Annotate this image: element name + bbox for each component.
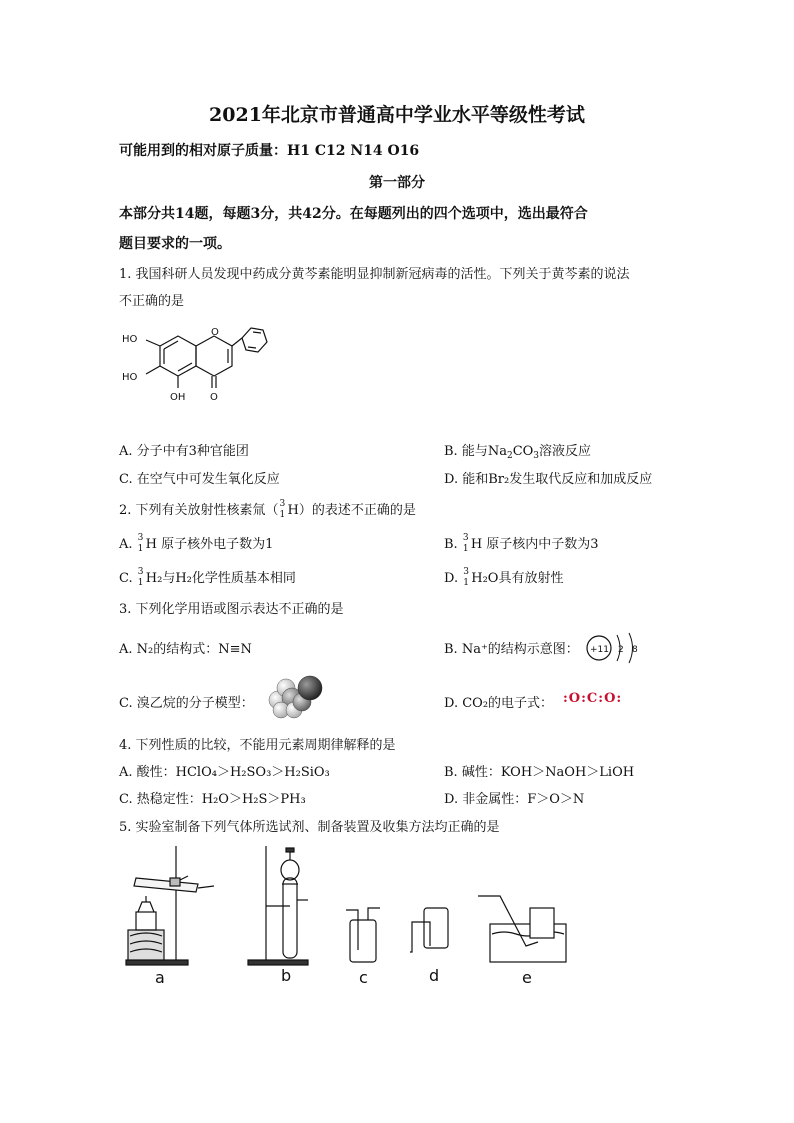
q3-stem: 3. 下列化学用语或图示表达不正确的是 (119, 602, 344, 617)
q1-stem-line-2: 不正确的是 (119, 294, 185, 309)
struct-label-carbonyl-o: O (210, 392, 218, 403)
shell-electrons-1: 2 (618, 645, 624, 655)
q1-option-a: A. 分子中有3种官能团 (119, 444, 249, 459)
q3-option-a: A. N₂的结构式：N≡N (119, 642, 252, 657)
q2-stem: 2. 下列有关放射性核素氚（ 3 1 H）的表述不正确的是 (119, 498, 416, 520)
part-heading: 第一部分 (369, 175, 425, 191)
q2-option-a: A. 3 1 H 原子核外电子数为1 (119, 532, 274, 554)
q1-option-d: D. 能和Br₂发生取代反应和加成反应 (444, 472, 653, 487)
q4-option-d: D. 非金属性：F＞O＞N (444, 792, 585, 807)
instructions-line-2: 题目要求的一项。 (119, 236, 231, 252)
q4-option-c: C. 热稳定性：H₂O＞H₂S＞PH₃ (119, 792, 306, 807)
page-title: 2021年北京市普通高中学业水平等级性考试 (209, 104, 585, 126)
q4-option-a: A. 酸性：HClO₄＞H₂SO₃＞H₂SiO₃ (119, 765, 330, 780)
br-atom (298, 676, 322, 700)
q2-option-d: D. 3 1 H₂O具有放射性 (444, 566, 564, 588)
struct-label-oh: OH (170, 392, 186, 403)
apparatus-c (346, 908, 380, 962)
shell-electrons-2: 8 (632, 645, 638, 655)
apparatus-a (126, 846, 214, 965)
label-e: e (522, 968, 532, 987)
lab-apparatus-figure (118, 838, 578, 988)
ring-c (196, 336, 232, 376)
q2-option-b: B. 3 1 H 原子核内中子数为3 (444, 532, 599, 554)
instructions-line-1: 本部分共14题，每题3分，共42分。在每题列出的四个选项中，选出最符合 (119, 206, 588, 222)
q2-option-c: C. 3 1 H₂与H₂化学性质基本相同 (119, 566, 296, 588)
label-a: a (155, 968, 165, 987)
q3-option-d: D. CO₂的电子式： (444, 696, 554, 711)
q5-stem: 5. 实验室制备下列气体所选试剂、制备装置及收集方法均正确的是 (119, 820, 500, 835)
struct-label-ho-2: HO (122, 372, 138, 383)
q4-stem: 4. 下列性质的比较，不能用元素周期律解释的是 (119, 738, 396, 753)
q4-option-b: B. 碱性：KOH＞NaOH＞LiOH (444, 765, 635, 780)
label-c: c (359, 968, 368, 987)
na-ion-diagram (583, 630, 645, 666)
label-b: b (281, 966, 292, 985)
apparatus-e (478, 896, 566, 962)
q1-option-b: B. 能与$Na_2CO_3$溶液反应 (444, 444, 592, 461)
bromoethane-model (266, 674, 324, 720)
q1-option-c: C. 在空气中可发生氧化反应 (119, 472, 280, 487)
struct-label-ring-o: O (211, 327, 219, 338)
nucleus-charge: +11 (590, 645, 609, 655)
baicalein-structure (118, 318, 268, 410)
apparatus-d (410, 908, 448, 952)
q1-stem-line-1: 1. 我国科研人员发现中药成分黄芩素能明显抑制新冠病毒的活性。下列关于黄芩素的说法 (119, 267, 630, 282)
ring-a (160, 336, 196, 376)
label-d: d (429, 966, 440, 985)
co2-electron-formula: :O:C:O: (563, 691, 623, 706)
struct-label-ho-1: HO (122, 334, 138, 345)
q3-option-b: B. Na⁺的结构示意图： (444, 642, 579, 657)
q3-option-c: C. 溴乙烷的分子模型： (119, 696, 254, 711)
atomic-mass-line: 可能用到的相对原子质量：H1 C12 N14 O16 (119, 143, 420, 159)
apparatus-b (248, 846, 308, 965)
